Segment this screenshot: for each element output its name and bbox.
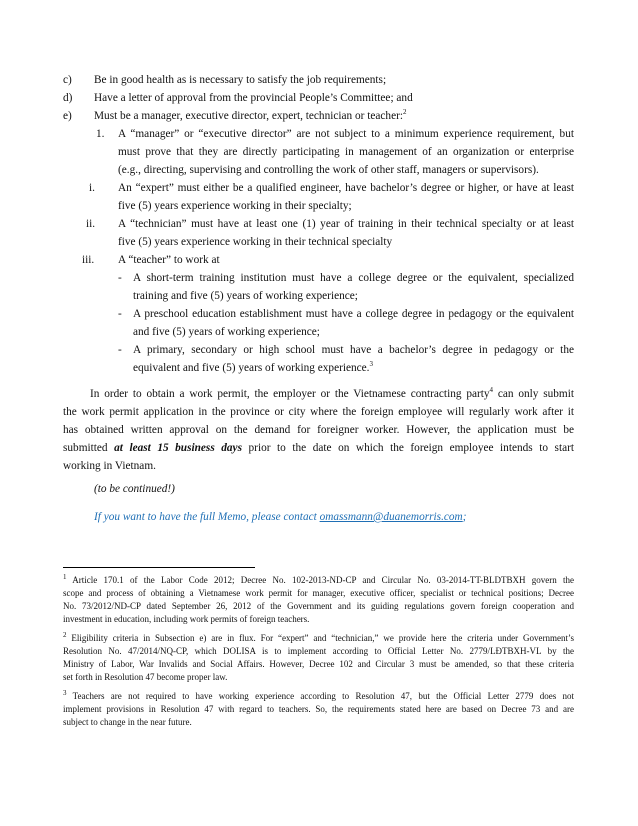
bullet-1-line-1: A short-term training institution must have a college degree or the equivalent, specialized — [133, 272, 574, 284]
item-1-marker: 1. — [96, 128, 105, 140]
deadline-emphasis: at least 15 business days — [114, 442, 242, 454]
footnote-ref-3: 3 — [369, 360, 374, 369]
footnote-3-line-3: subject to change in the near future. — [63, 717, 192, 727]
bullet-2-line-1: A preschool education establishment must have a college degree in pedagogy or the equivalent — [133, 308, 574, 320]
footnote-ref-2: 2 — [402, 108, 407, 117]
criterion-c-text: Be in good health as is necessary to satisfy the job requirements; — [94, 74, 387, 86]
item-1-line-1: A “manager” or “executive director” are not subject to a minimum experience requirement, but — [118, 128, 574, 140]
footnote-separator — [63, 567, 255, 568]
bullet-3-dash: - — [118, 344, 122, 356]
footnote-2-line-4: set forth in Resolution 47 become proper law. — [63, 672, 228, 682]
paragraph-line-5: working in Vietnam. — [63, 460, 156, 472]
contact-line: If you want to have the full Memo, please contact omassmann@duanemorris.com; — [94, 511, 467, 523]
footnote-1-line-3: No. 73/2012/ND-CP dated September 26, 2012 of the Government and its guiding regulations govern foreign cooperation and — [63, 601, 574, 611]
bullet-3-line-2: equivalent and five (5) years of working experience.$^3$ — [133, 360, 374, 374]
item-i-marker: i. — [89, 182, 95, 194]
bullet-3-line-1: A primary, secondary or high school must have a bachelor’s degree in pedagogy or the — [133, 344, 574, 356]
item-iii-text: A “teacher” to work at — [118, 254, 220, 266]
criterion-d-marker: d) — [63, 92, 73, 104]
bullet-1-dash: - — [118, 272, 122, 284]
footnote-2-line-2: Resolution No. 47/2014/NQ-CP, which DOLISA is to implement according to Official Letter No. 2779/LĐTBXH-VL by the — [63, 646, 574, 656]
footnote-2-line-1: $^2$ Eligibility criteria in Subsection e) are in flux. For “expert” and “technician,” we provide here the criteria under Government’s — [63, 631, 575, 643]
footnote-1-line-4: investment in education, including work permits of foreign teachers. — [63, 614, 310, 624]
paragraph-line-3: has obtained written approval on the demand for foreigner worker. However, the application must be — [63, 424, 574, 436]
footnote-1-line-1: $^1$ Article 170.1 of the Labor Code 2012; Decree No. 102-2013-ND-CP and Circular No. 03-2014-TT-BLDTBXH govern the — [63, 573, 574, 585]
item-i-line-1: An “expert” must either be a qualified engineer, have bachelor’s degree or higher, or have at least — [118, 182, 574, 194]
criterion-e-text: Must be a manager, executive director, expert, technician or teacher:$^2$ — [94, 108, 407, 122]
bullet-1-line-2: training and five (5) years of working experience; — [133, 290, 358, 302]
paragraph-line-2: the work permit application in the province or city where the foreign employee will regularly work after it — [63, 406, 574, 418]
to-be-continued: (to be continued!) — [94, 483, 175, 495]
item-1-line-2: must prove that they are directly participating in management of an organization or enterprise — [118, 146, 574, 158]
item-ii-line-1: A “technician” must have at least one (1) year of training in their technical specialty or at least — [118, 218, 574, 230]
item-iii-marker: iii. — [82, 254, 95, 266]
paragraph-line-1: In order to obtain a work permit, the employer or the Vietnamese contracting party$^4$ can only submit — [90, 386, 574, 400]
bullet-2-line-2: and five (5) years of working experience; — [133, 326, 320, 338]
item-i-line-2: five (5) years experience working in their specialty; — [118, 200, 352, 212]
footnote-ref-4: 4 — [489, 386, 494, 395]
footnote-1-line-2: scope and process of obtaining a Vietnamese work permit for manager, executive officer, specialist or technical positions; Decree — [63, 588, 574, 598]
footnote-3-line-1: $^3$ Teachers are not required to have working experience according to Resolution 47, but the Official Letter 2779 does not — [63, 689, 575, 701]
criterion-e-marker: e) — [63, 110, 72, 122]
bullet-2-dash: - — [118, 308, 122, 320]
footnote-2-line-3: Ministry of Labor, War Invalids and Social Affairs. However, Decree 102 and Circular 3 must be amended, so that these criteria — [63, 659, 574, 669]
item-ii-marker: ii. — [86, 218, 96, 230]
footnote-3-line-2: implement provisions in Resolution 47 with regard to teachers. So, the requirements stated here are based on Decree 73 and are — [63, 704, 574, 714]
paragraph-line-4: submitted at least 15 business days prior to the date on which the foreign employee intends to start — [63, 442, 574, 454]
item-ii-line-2: five (5) years experience working in their technical specialty — [118, 236, 393, 248]
item-1-line-3: (e.g., directing, supervising and controlling the work of other staff, managers or supervisors). — [118, 164, 539, 176]
criterion-c-marker: c) — [63, 74, 72, 86]
criterion-d-text: Have a letter of approval from the provincial People’s Committee; and — [94, 92, 413, 104]
contact-email-link[interactable]: omassmann@duanemorris.com — [319, 511, 463, 523]
